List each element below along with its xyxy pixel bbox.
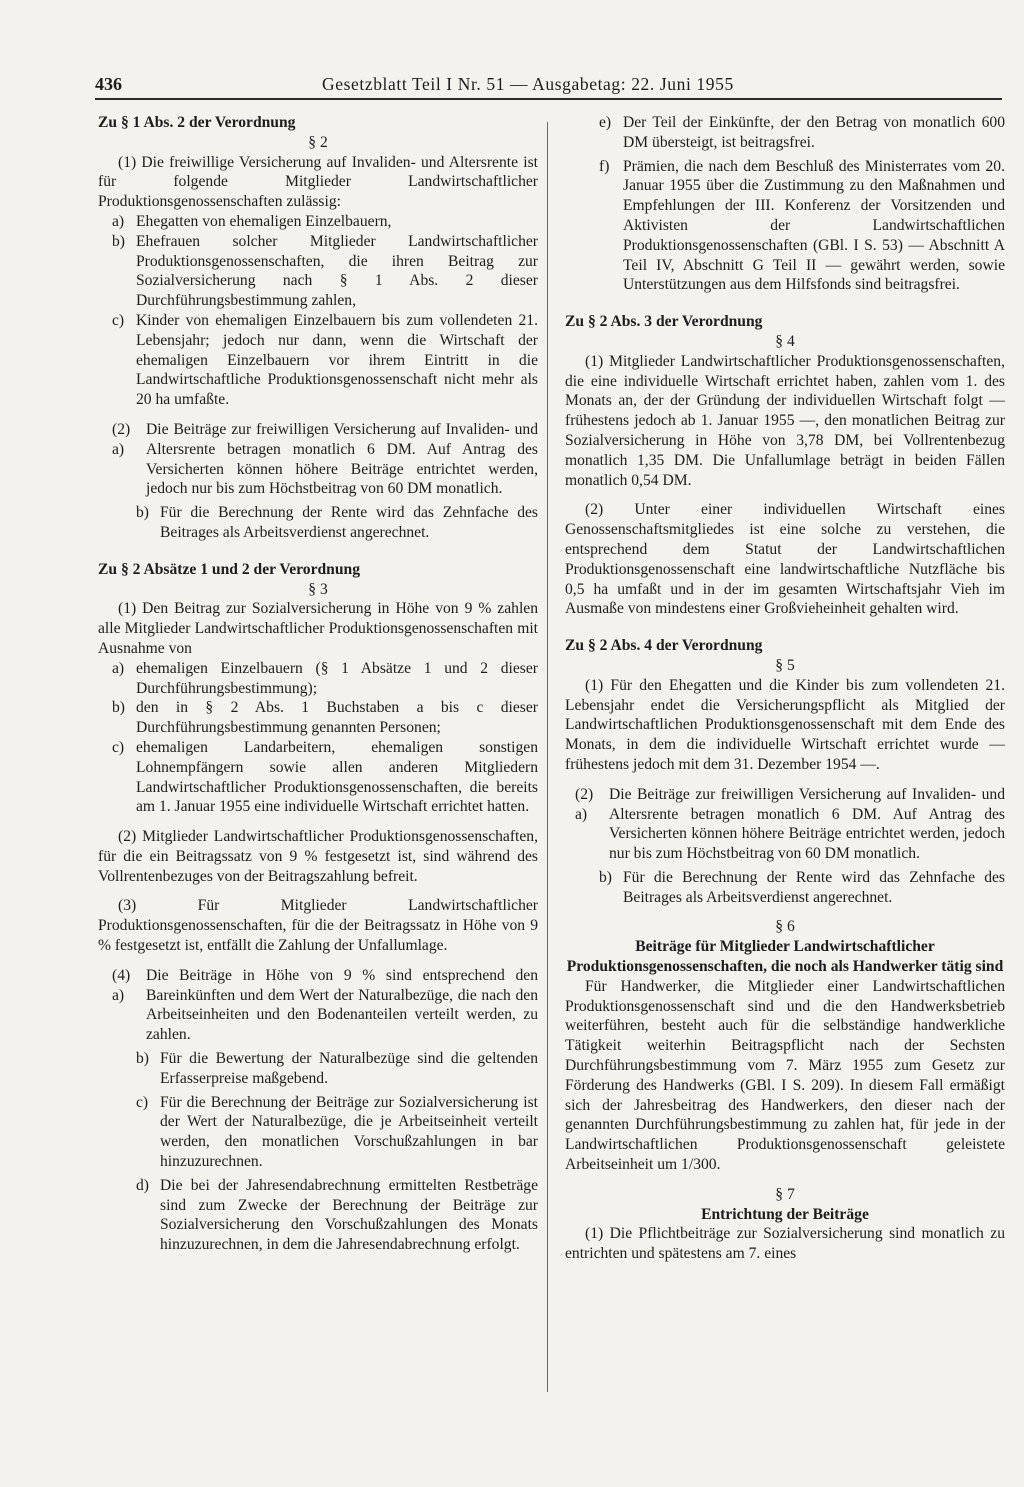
paragraph-number: § 4: [775, 332, 795, 350]
item-label: (2) a): [112, 420, 131, 458]
paragraph: (1) Mitglieder Landwirtschaftlicher Produktionsgenossenschaften, die eine individuelle Wirtschaft errichtet haben, zahlen vom 1. des Monats an, der der Gründung der individuellen Wirtschaft folgt — frühestens jedoch ab 1. Januar 1955 —, den monatlichen Beitrag zur Sozialversicherung in Höhe von 3,78 DM, bei Vollrentenbezug monatlich 1,35 DM. Die Unfallumlage beträgt in beiden Fällen monatlich 0,54 DM.: [565, 352, 1005, 489]
header-rule: [95, 98, 1002, 100]
item-label: d): [136, 1176, 149, 1194]
right-column: [565, 113, 1005, 1264]
list-item: [112, 311, 538, 410]
section-heading: Zu § 2 Abs. 3 der Verordnung: [565, 313, 763, 331]
list-item: [136, 1049, 538, 1089]
item-label: e): [599, 114, 612, 131]
item-text: Kinder von ehemaligen Einzelbauern bis zum vollendeten 21. Lebensjahr; jedoch nur dann, wenn die Wirtschaft der ehemaligen Einzelbauern vor ihrem Eintritt in die Landwirtschaftliche Produktionsgenossenschaft nicht mehr als 20 ha umfaßte.: [136, 311, 538, 409]
item-label: (4) a): [112, 966, 131, 1004]
item-label: b): [136, 1050, 149, 1068]
list-item: [599, 113, 1005, 153]
item-text: Die Beiträge zur freiwilligen Versicherung auf Invaliden- und Altersrente betragen monatlich 6 DM. Auf Antrag des Versicherten können höhere Beiträge entrichtet werden, jedoch nur bis zum Höchstbeitrag von 60 DM monatlich.: [146, 420, 538, 498]
item-label: b): [112, 699, 125, 717]
item-label: c): [136, 1093, 149, 1111]
list-item: [112, 232, 538, 311]
item-text: Für die Berechnung der Beiträge zur Sozialversicherung ist der Wert der Naturalbezüge, die je Arbeitseinheit verteilt werden, den monatlichen Vorschußzahlungen in bar hinzuzurechnen.: [160, 1093, 538, 1171]
column-divider: [547, 122, 548, 1392]
item-text: ehemaligen Einzelbauern (§ 1 Absätze 1 und 2 dieser Durchführungsbestimmung);: [136, 659, 538, 697]
paragraph-number: § 2: [308, 133, 328, 151]
page-header: [95, 74, 1002, 98]
item-label: a): [112, 212, 125, 230]
item-label: b): [599, 868, 612, 886]
list-item: [136, 1093, 538, 1172]
paragraph: (2) Unter einer individuellen Wirtschaft eines Genossenschaftsmitgliedes ist eine solche zu verstehen, die entsprechend dem Statut der Landwirtschaftlichen Produktionsgenossenschaft eine landwirtschaftliche Nutzfläche bis 0,5 ha umfaßt und in der im gesamten Wirtschaftsjahr Vieh im Ausmaße von mindestens einer Großvieheinheit gehalten wird.: [565, 501, 1005, 618]
list-item: [565, 785, 1005, 864]
list-item: [599, 157, 1005, 296]
item-text: Für die Berechnung der Rente wird das Zehnfache des Beitrages als Arbeitsverdienst angerechnet.: [623, 868, 1005, 906]
list-item: [136, 503, 538, 543]
item-text: ehemaligen Landarbeitern, ehemaligen sonstigen Lohnempfängern sowie allen anderen Mitgliedern Landwirtschaftlicher Produktionsgenossenschaften, die bereits am 1. Januar 1955 eine individuelle Wirtschaft errichtet hatten.: [136, 738, 538, 816]
paragraph: (2) Mitglieder Landwirtschaftlicher Produktionsgenossenschaften, für die ein Beitragssatz von 9 % festgesetzt ist, sind während des Vollrentenbezuges von der Beitragszahlung befreit.: [98, 828, 538, 885]
gazette-title: Gesetzblatt Teil I Nr. 51 — Ausgabetag: 22. Juni 1955: [322, 74, 734, 94]
item-label: b): [112, 232, 125, 250]
item-text: Die bei der Jahresendabrechnung ermittelten Restbeträge sind zum Zwecke der Berechnung der Beiträge zur Sozialversicherung den Vorschußzahlungen des Monats hinzuzurechnen, in dem die Jahresendabrechnung erfolgt.: [160, 1176, 538, 1254]
item-text: Der Teil der Einkünfte, der den Betrag von monatlich 600 DM übersteigt, ist beitragsfrei.: [623, 114, 1005, 151]
paragraph: (1) Für den Ehegatten und die Kinder bis zum vollendeten 21. Lebensjahr endet die Versicherungspflicht als Mitglied der Landwirtschaftlichen Produktionsgenossenschaft mit dem Ende des Monats, in dem die individuelle Wirtschaft errichtet wurde — frühestens jedoch mit dem 31. Dezember 1954 —.: [565, 676, 1005, 773]
list-item: [136, 1176, 538, 1255]
item-text: Ehegatten von ehemaligen Einzelbauern,: [136, 212, 392, 230]
list-item: [98, 420, 538, 499]
item-label: c): [112, 738, 125, 756]
list-item: [98, 966, 538, 1045]
paragraph-number: § 7: [775, 1185, 795, 1203]
paragraph-number: § 5: [775, 656, 795, 674]
paragraph-number: § 6: [775, 918, 795, 936]
item-text: Für die Berechnung der Rente wird das Zehnfache des Beitrages als Arbeitsverdienst angerechnet.: [160, 504, 538, 541]
list-item: [112, 698, 538, 738]
paragraph: (1) Die Pflichtbeiträge zur Sozialversicherung sind monatlich zu entrichten und spätestens am 7. eines: [565, 1225, 1005, 1263]
paragraph: (1) Den Beitrag zur Sozialversicherung in Höhe von 9 % zahlen alle Mitglieder Landwirtschaftlicher Produktionsgenossenschaften mit Ausnahme von: [98, 600, 538, 657]
paragraph-title: Entrichtung der Beiträge: [701, 1205, 869, 1223]
item-text: Die Beiträge in Höhe von 9 % sind entsprechend den Bareinkünften und dem Wert der Naturalbezüge, die nach den Arbeitseinheiten und den Bodenanteilen verteilt werden, zu zahlen.: [146, 966, 538, 1044]
paragraph: Für Handwerker, die Mitglieder einer Landwirtschaftlichen Produktionsgenossenschaft sind und die den Handwerksbetrieb weiterführen, besteht auch für die selbständige handwerkliche Tätigkeit weiterhin Beitragspflicht nach der Sechsten Durchführungsbestimmung vom 7. März 1955 zum Gesetz zur Förderung des Handwerks (GBl. I S. 209). In diesem Fall ermäßigt sich der Jahresbeitrag des Handwerkers, den dieser nach der genannten Durchführungsbestimmung zu zahlen hat, für jede in der Landwirtschaftlichen Produktionsgenossenschaft geleistete Arbeitseinheit um 1/300.: [565, 977, 1005, 1174]
paragraph-title: Beiträge für Mitglieder Landwirtschaftlicher Produktionsgenossenschaften, die noch als Handwerker tätig sind: [566, 938, 1004, 976]
page-number: 436: [95, 74, 122, 94]
left-column: [98, 113, 538, 1255]
paragraph: (1) Die freiwillige Versicherung auf Invaliden- und Altersrente ist für folgende Mitglieder Landwirtschaftlicher Produktionsgenossenschaften zulässig:: [98, 153, 538, 211]
item-label: a): [112, 659, 125, 677]
list-item: [112, 738, 538, 817]
section-heading: Zu § 2 Absätze 1 und 2 der Verordnung: [98, 560, 360, 578]
section-heading: Zu § 2 Abs. 4 der Verordnung: [565, 637, 763, 655]
section-heading: Zu § 1 Abs. 2 der Verordnung: [98, 114, 296, 131]
item-text: Die Beiträge zur freiwilligen Versicherung auf Invaliden- und Altersrente betragen monatlich 6 DM. Auf Antrag des Versicherten können höhere Beiträge entrichtet werden, jedoch nur bis zum Höchstbeitrag von 60 DM monatlich.: [609, 785, 1005, 863]
paragraph-number: § 3: [308, 580, 328, 598]
item-label: f): [599, 157, 610, 175]
paragraph: (3) Für Mitglieder Landwirtschaftlicher Produktionsgenossenschaften, für die der Beitragssatz in Höhe von 9 % festgesetzt ist, entfällt die Zahlung der Unfallumlage.: [98, 897, 538, 955]
list-item: [599, 868, 1005, 908]
list-item: [112, 659, 538, 699]
item-text: Ehefrauen solcher Mitglieder Landwirtschaftlicher Produktionsgenossenschaften, die ihren Beitrag zur Sozialversicherung nach § 1 Abs. 2 dieser Durchführungsbestimmung zahlen,: [136, 232, 538, 310]
item-label: b): [136, 504, 149, 522]
item-label: (2) a): [575, 785, 594, 823]
list-item: [112, 212, 538, 232]
item-text: Für die Bewertung der Naturalbezüge sind die geltenden Erfasserpreise maßgebend.: [160, 1050, 538, 1087]
item-label: c): [112, 311, 125, 329]
item-text: den in § 2 Abs. 1 Buchstaben a bis c dieser Durchführungsbestimmung genannten Personen;: [136, 699, 538, 737]
item-text: Prämien, die nach dem Beschluß des Ministerrates vom 20. Januar 1955 über die Zustimmung zu den Maßnahmen und Empfehlungen der III. Konferenz der Vorsitzenden und Aktivisten der Landwirtschaftlichen Produktionsgenossenschaften (GBl. I S. 53) — Abschnitt A Teil IV, Abschnitt G Teil II — gewährt werden, sowie Unterstützungen aus dem Hilfsfonds sind beitragsfrei.: [623, 157, 1005, 294]
